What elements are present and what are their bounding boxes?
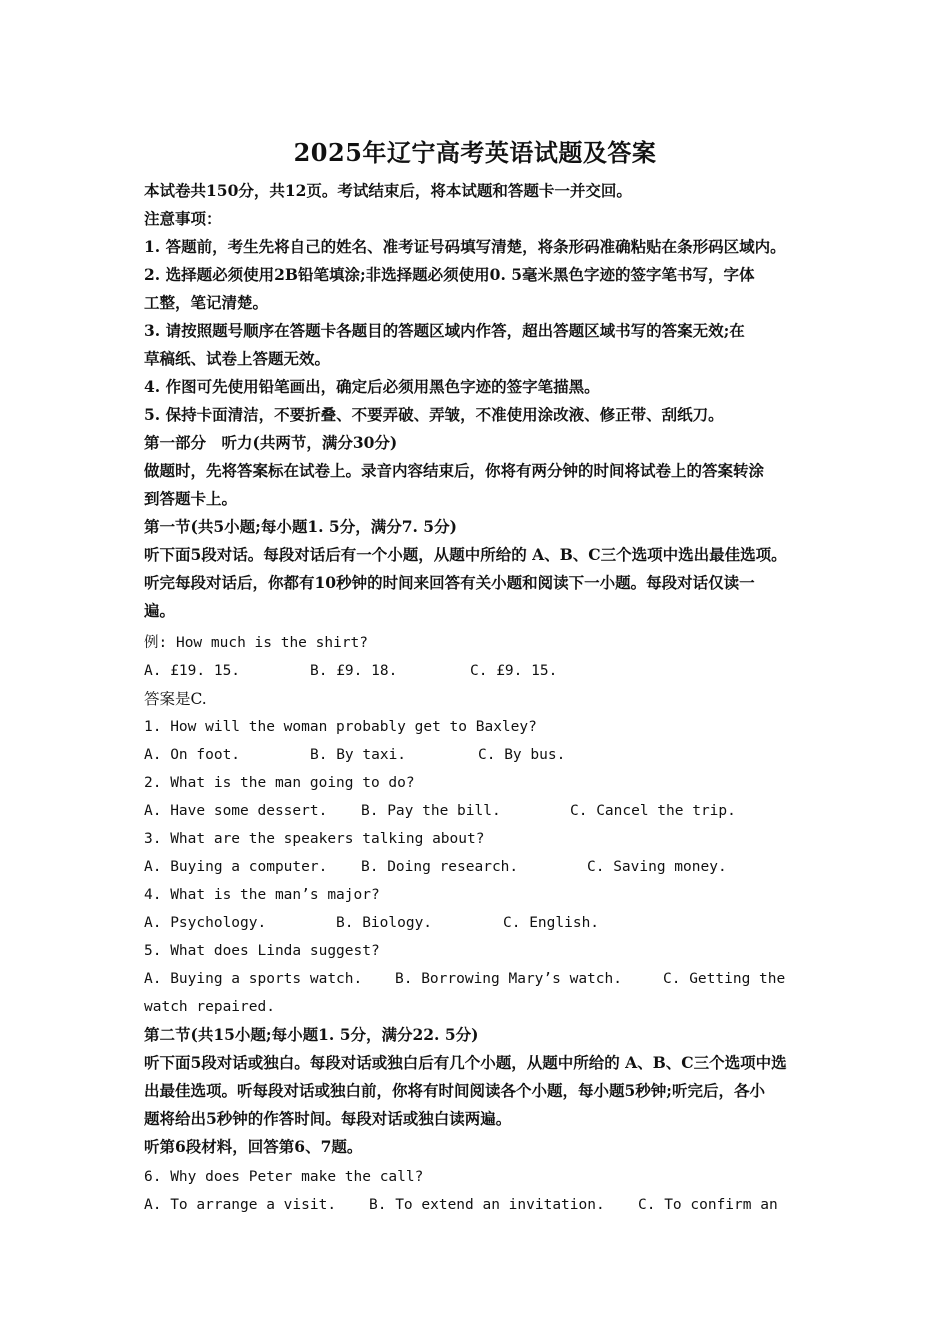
note-3-cont: 草稿纸、试卷上答题无效。 (144, 349, 331, 368)
page-title: 2025年辽宁高考英语试题及答案 (293, 138, 657, 167)
section1-heading: 第一节(共5小题;每小题1. 5分，满分7. 5分) (144, 517, 457, 536)
option-b: B. £9. 18. (310, 663, 398, 679)
option-b: B. Biology. (336, 915, 433, 931)
note-5: 5. 保持卡面清洁，不要折叠、不要弄破、弄皱，不准使用涂改液、修正带、刮纸刀。 (144, 405, 724, 424)
option-a: A. £19. 15. (144, 663, 241, 679)
question-3: 3. What are the speakers talking about? (144, 831, 485, 847)
option-a: A. Have some dessert. (144, 803, 328, 819)
question-4-options (144, 913, 784, 933)
option-b: B. Doing research. (361, 859, 519, 875)
option-a: A. To arrange a visit. (144, 1197, 337, 1213)
note-3: 3. 请按照题号顺序在答题卡各题目的答题区域内作答，超出答题区域书写的答案无效;在 (144, 321, 745, 340)
part1-instruction-cont: 到答题卡上。 (144, 489, 238, 508)
material-6-heading: 听第6段材料，回答第6、7题。 (144, 1137, 363, 1156)
option-c: C. £9. 15. (470, 663, 558, 679)
example-question: 例: How much is the shirt? (144, 635, 369, 651)
notice-heading: 注意事项： (144, 209, 222, 228)
option-b: B. Pay the bill. (361, 803, 501, 819)
note-2: 2. 选择题必须使用2B铅笔填涂;非选择题必须使用0. 5毫米黑色字迹的签字笔书写，字体 (144, 265, 755, 284)
question-2-options (144, 801, 784, 821)
question-5: 5. What does Linda suggest? (144, 943, 380, 959)
section2-instruction: 听下面5段对话或独白。每段对话或独白后有几个小题，从题中所给的 A、B、C三个选项中选 (144, 1053, 787, 1072)
note-2-cont: 工整，笔记清楚。 (144, 293, 269, 312)
option-a: A. On foot. (144, 747, 241, 763)
option-c: C. By bus. (478, 747, 566, 763)
option-a: A. Buying a computer. (144, 859, 328, 875)
section2-instruction-end: 题将给出5秒钟的作答时间。每段对话或独白读两遍。 (144, 1109, 512, 1128)
option-b: B. By taxi. (310, 747, 407, 763)
section2-heading: 第二节(共15小题;每小题1. 5分，满分22. 5分) (144, 1025, 479, 1044)
option-b: B. Borrowing Mary’s watch. (395, 971, 622, 987)
question-6: 6. Why does Peter make the call? (144, 1169, 424, 1185)
option-c: C. Getting the (663, 971, 786, 987)
intro-line: 本试卷共150分，共12页。考试结束后，将本试题和答题卡一并交回。 (144, 181, 632, 200)
note-4: 4. 作图可先使用铅笔画出，确定后必须用黑色字迹的签字笔描黑。 (144, 377, 600, 396)
question-5-options (144, 969, 804, 989)
question-1: 1. How will the woman probably get to Baxley? (144, 719, 537, 735)
option-c: C. To confirm an (638, 1197, 778, 1213)
question-6-options (144, 1195, 804, 1215)
question-1-options (144, 745, 784, 765)
option-b: B. To extend an invitation. (369, 1197, 605, 1213)
part1-instruction: 做题时，先将答案标在试卷上。录音内容结束后，你将有两分钟的时间将试卷上的答案转涂 (144, 461, 765, 480)
example-answer: 答案是C. (144, 690, 207, 708)
option-c: C. English. (503, 915, 600, 931)
option-a: A. Psychology. (144, 915, 267, 931)
question-5-option-c-cont: watch repaired. (144, 999, 275, 1015)
question-2: 2. What is the man going to do? (144, 775, 415, 791)
option-c: C. Saving money. (587, 859, 727, 875)
section2-instruction-cont: 出最佳选项。听每段对话或独白前，你将有时间阅读各个小题，每小题5秒钟;听完后，各小 (144, 1081, 766, 1100)
question-3-options (144, 857, 784, 877)
part1-heading: 第一部分 听力(共两节，满分30分) (144, 433, 398, 452)
section1-instruction-end: 遍。 (144, 601, 176, 620)
option-a: A. Buying a sports watch. (144, 971, 363, 987)
option-c: C. Cancel the trip. (570, 803, 736, 819)
question-4: 4. What is the man’s major? (144, 887, 380, 903)
section1-instruction: 听下面5段对话。每段对话后有一个小题，从题中所给的 A、B、C三个选项中选出最佳选项。 (144, 545, 787, 564)
section1-instruction-cont: 听完每段对话后，你都有10秒钟的时间来回答有关小题和阅读下一小题。每段对话仅读一 (144, 573, 755, 592)
note-1: 1. 答题前，考生先将自己的姓名、准考证号码填写清楚，将条形码准确粘贴在条形码区域内。 (144, 237, 786, 256)
example-options (144, 661, 784, 681)
